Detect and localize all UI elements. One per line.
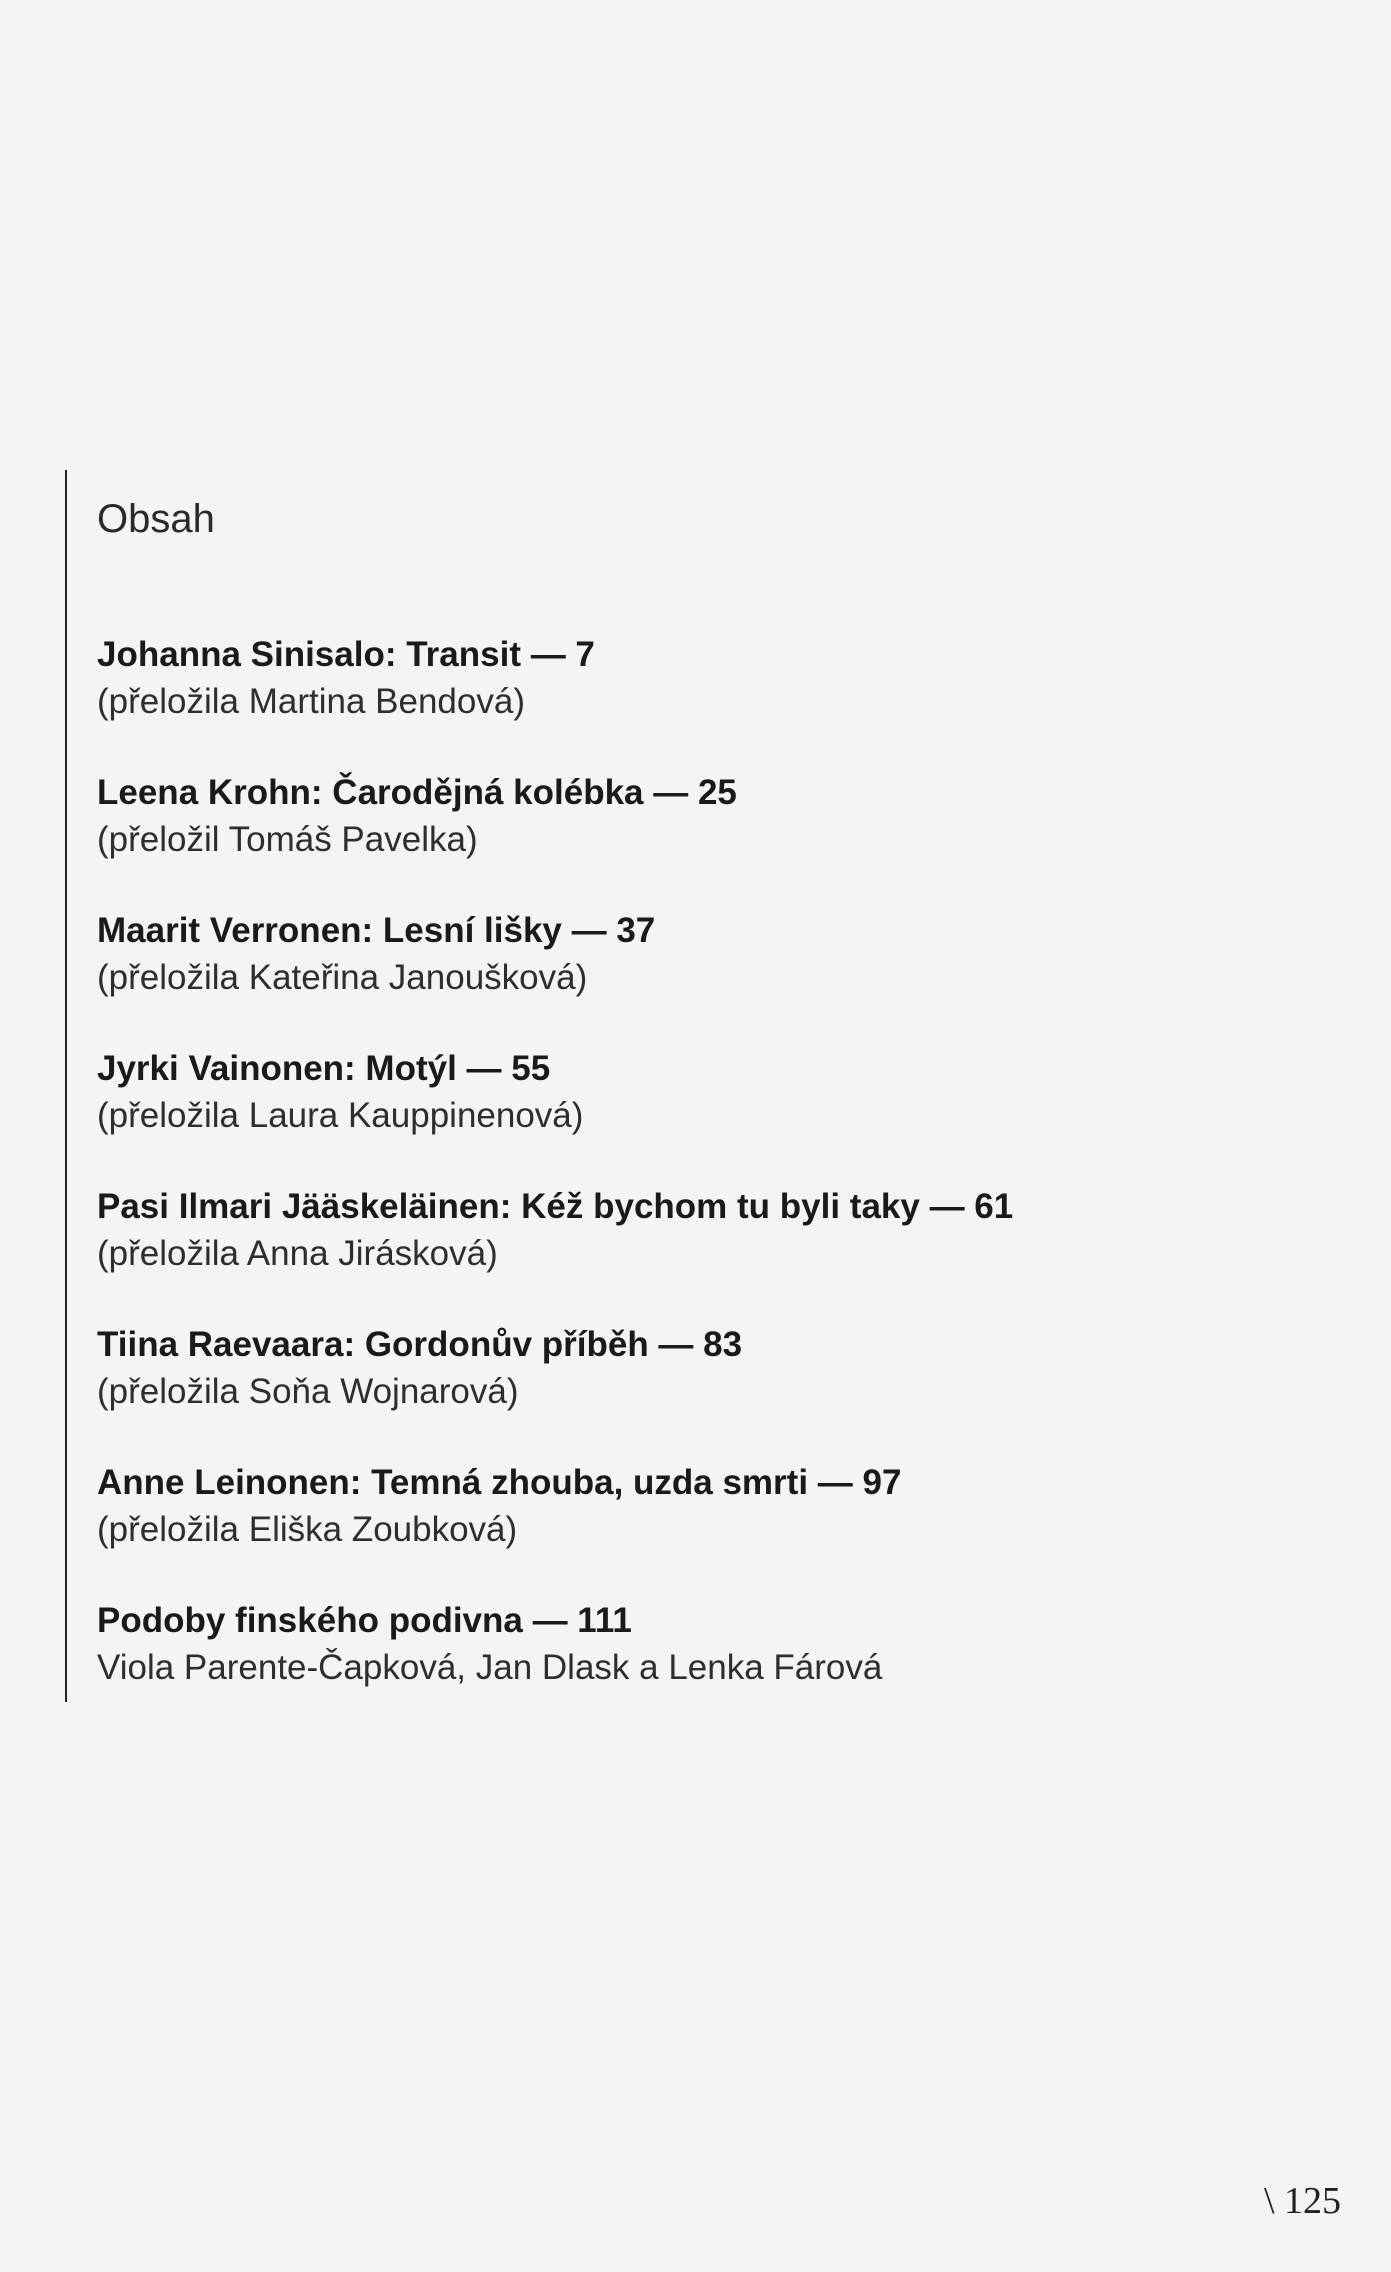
entry-title: Maarit Verronen: Lesní lišky — 37 (97, 911, 656, 950)
toc-entry (97, 1598, 1247, 1736)
page-title: Obsah (97, 496, 215, 541)
entry-title: Leena Krohn: Čarodějná kolébka — 25 (97, 773, 737, 812)
toc-entry (97, 908, 1247, 1046)
entry-title: Pasi Ilmari Jääskeläinen: Kéž bychom tu byli taky — 61 (97, 1187, 1014, 1226)
toc-entry (97, 632, 1247, 770)
entry-title: Podoby finského podivna — 111 (97, 1601, 632, 1640)
toc-entry (97, 1460, 1247, 1598)
toc-entry (97, 770, 1247, 908)
entry-translator: (přeložila Laura Kauppinenová) (97, 1096, 584, 1135)
toc-entry (97, 1322, 1247, 1460)
entry-title: Tiina Raevaara: Gordonův příběh — 83 (97, 1325, 743, 1364)
table-of-contents (97, 632, 1247, 1736)
entry-translator: (přeložila Soňa Wojnarová) (97, 1372, 519, 1411)
entry-authors: Viola Parente-Čapková, Jan Dlask a Lenka Fárová (97, 1648, 883, 1687)
entry-title: Johanna Sinisalo: Transit — 7 (97, 635, 595, 674)
entry-translator: (přeložil Tomáš Pavelka) (97, 820, 478, 859)
toc-entry (97, 1184, 1247, 1322)
entry-translator: (přeložila Eliška Zoubková) (97, 1510, 518, 1549)
entry-translator: (přeložila Martina Bendová) (97, 682, 525, 721)
entry-translator: (přeložila Anna Jirásková) (97, 1234, 498, 1273)
entry-translator: (přeložila Kateřina Janoušková) (97, 958, 588, 997)
entry-title: Jyrki Vainonen: Motýl — 55 (97, 1049, 551, 1088)
entry-title: Anne Leinonen: Temná zhouba, uzda smrti — 97 (97, 1463, 902, 1502)
page-number: \ 125 (1263, 2180, 1341, 2222)
margin-rule (65, 470, 67, 1702)
toc-entry (97, 1046, 1247, 1184)
